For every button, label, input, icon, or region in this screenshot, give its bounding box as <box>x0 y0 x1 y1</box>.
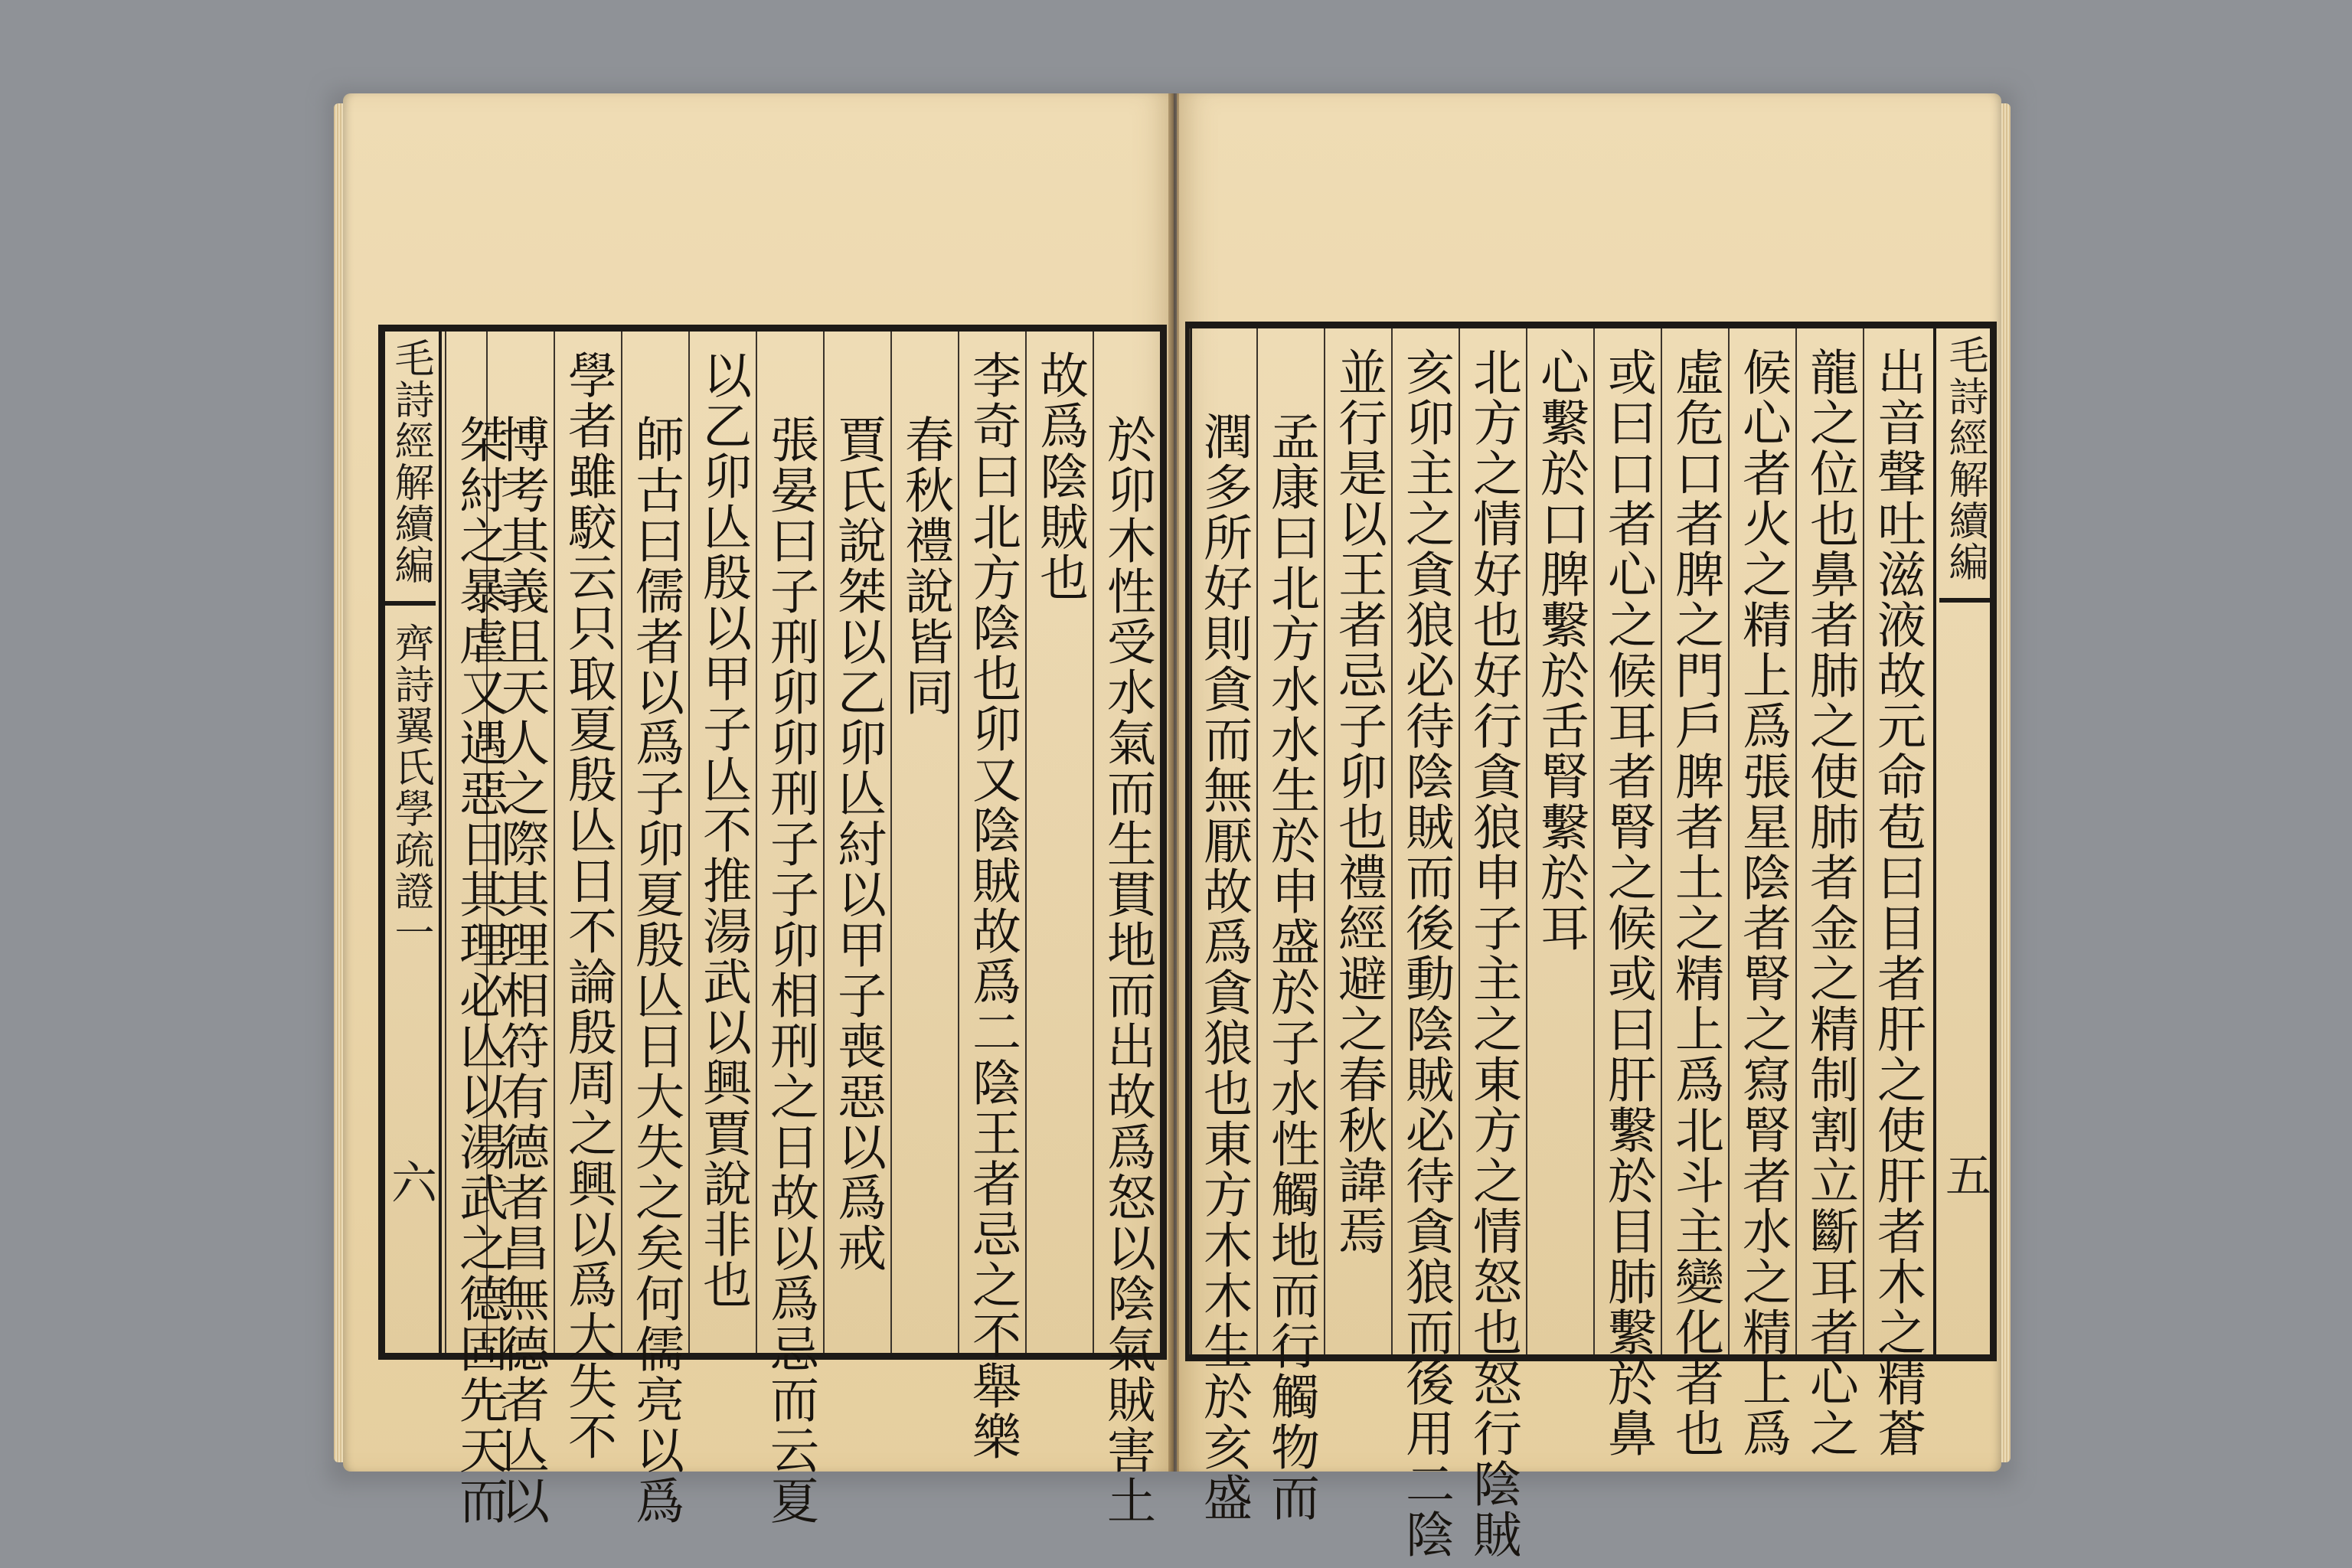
column-text: 候心者火之精上爲張星陰者腎之寫腎者水之精上爲 <box>1734 347 1791 1459</box>
column-text: 潤多所好則貪而無厭故爲貪狼也東方木木生於亥盛 <box>1195 411 1252 1523</box>
column-text: 北方之情好也好行貪狼申子主之東方之情怒也怒行陰賊 <box>1465 347 1521 1560</box>
book-gutter <box>1168 93 1179 1472</box>
text-column <box>756 332 823 1526</box>
column-text: 春秋禮說皆同 <box>897 414 953 717</box>
column-text: 或曰口者心之候耳者腎之候或曰肝繫於目肺繫於鼻 <box>1599 347 1656 1459</box>
column-text: 並行是以王者忌子卯也禮經避之春秋諱焉 <box>1330 347 1387 1256</box>
text-column <box>958 332 1025 1462</box>
column-text: 張晏曰子刑卯卯刑子子卯相刑之日故以爲忌而云夏 <box>762 414 818 1526</box>
text-column <box>688 332 756 1353</box>
text-column <box>1256 328 1324 1523</box>
text-column <box>1324 328 1391 1354</box>
left-folio-number: 六 <box>384 1158 437 1204</box>
text-column <box>1661 328 1728 1459</box>
column-text: 孟康曰北方水水生於申盛於子水性觸地而行觸物而 <box>1263 411 1319 1523</box>
text-column <box>1728 328 1795 1459</box>
text-column <box>1025 332 1093 1353</box>
text-column <box>1795 328 1863 1459</box>
right-page-frame <box>1185 322 1997 1560</box>
fold-mark <box>385 601 436 606</box>
column-text: 龍之位也鼻者肺之使肺者金之精制割立斷耳者心之 <box>1802 347 1858 1459</box>
column-text: 師古曰儒者以爲子卯夏殷亾日大失之矣何儒亮以爲 <box>627 414 684 1526</box>
column-text: 以乙卯亾殷以甲子亾不推湯武以興賈說非也 <box>694 350 751 1310</box>
left-page-frame <box>378 325 1167 1526</box>
column-text: 虛危口者脾之門戶脾者土之精上爲北斗主變化者也 <box>1667 347 1723 1459</box>
column-text: 賈氏說桀以乙卯亾紂以甲子喪惡以爲戒 <box>829 414 886 1273</box>
text-column <box>1593 328 1661 1459</box>
text-column <box>823 332 890 1353</box>
column-text: 博考其義且天人之際其理相符有德者昌無德者亾以 <box>492 414 549 1526</box>
text-column <box>1526 328 1593 1354</box>
column-text: 故爲陰賊也 <box>1031 350 1088 603</box>
column-text: 心繫於口脾繫於舌腎繫於耳 <box>1532 347 1589 953</box>
text-column <box>890 332 958 1353</box>
right-page-edges <box>2000 103 2011 1462</box>
column-text: 李奇曰北方陰也卯又陰賊故爲二陰王者忌之不舉樂 <box>964 350 1021 1462</box>
text-column <box>1863 328 1930 1459</box>
text-column <box>554 332 621 1462</box>
text-column <box>1093 332 1160 1526</box>
right-page-margin-column <box>1933 328 1993 1354</box>
text-column <box>445 332 512 1526</box>
column-text: 學者雖駮云只取夏殷亾日不論殷周之興以爲大失不 <box>560 350 616 1462</box>
left-margin-subtitle: 齊詩翼氏學疏證一 <box>387 622 433 953</box>
right-margin-title: 毛詩經解續編 <box>1942 335 1988 583</box>
right-folio-number: 五 <box>1938 1152 1991 1197</box>
text-column <box>1459 328 1526 1560</box>
column-text: 亥卯主之貪狼必待陰賊而後動陰賊必待貪狼而後用二陰 <box>1397 347 1454 1560</box>
column-text: 於卯木性受水氣而生貫地而出故爲怒以陰氣賊害土 <box>1099 414 1155 1526</box>
text-column <box>621 332 688 1526</box>
left-margin-title: 毛詩經解續編 <box>387 338 433 586</box>
text-column <box>1391 328 1459 1560</box>
left-page-margin-column <box>382 332 442 1353</box>
fold-mark <box>1939 598 1990 603</box>
column-text: 出音聲吐滋液故元命苞曰目者肝之使肝者木之精蒼 <box>1869 347 1926 1459</box>
column-text: 桀紂之暴虐又遇惡日其理必亾以湯武之德固先天而 <box>451 414 508 1526</box>
text-column <box>1189 328 1256 1523</box>
